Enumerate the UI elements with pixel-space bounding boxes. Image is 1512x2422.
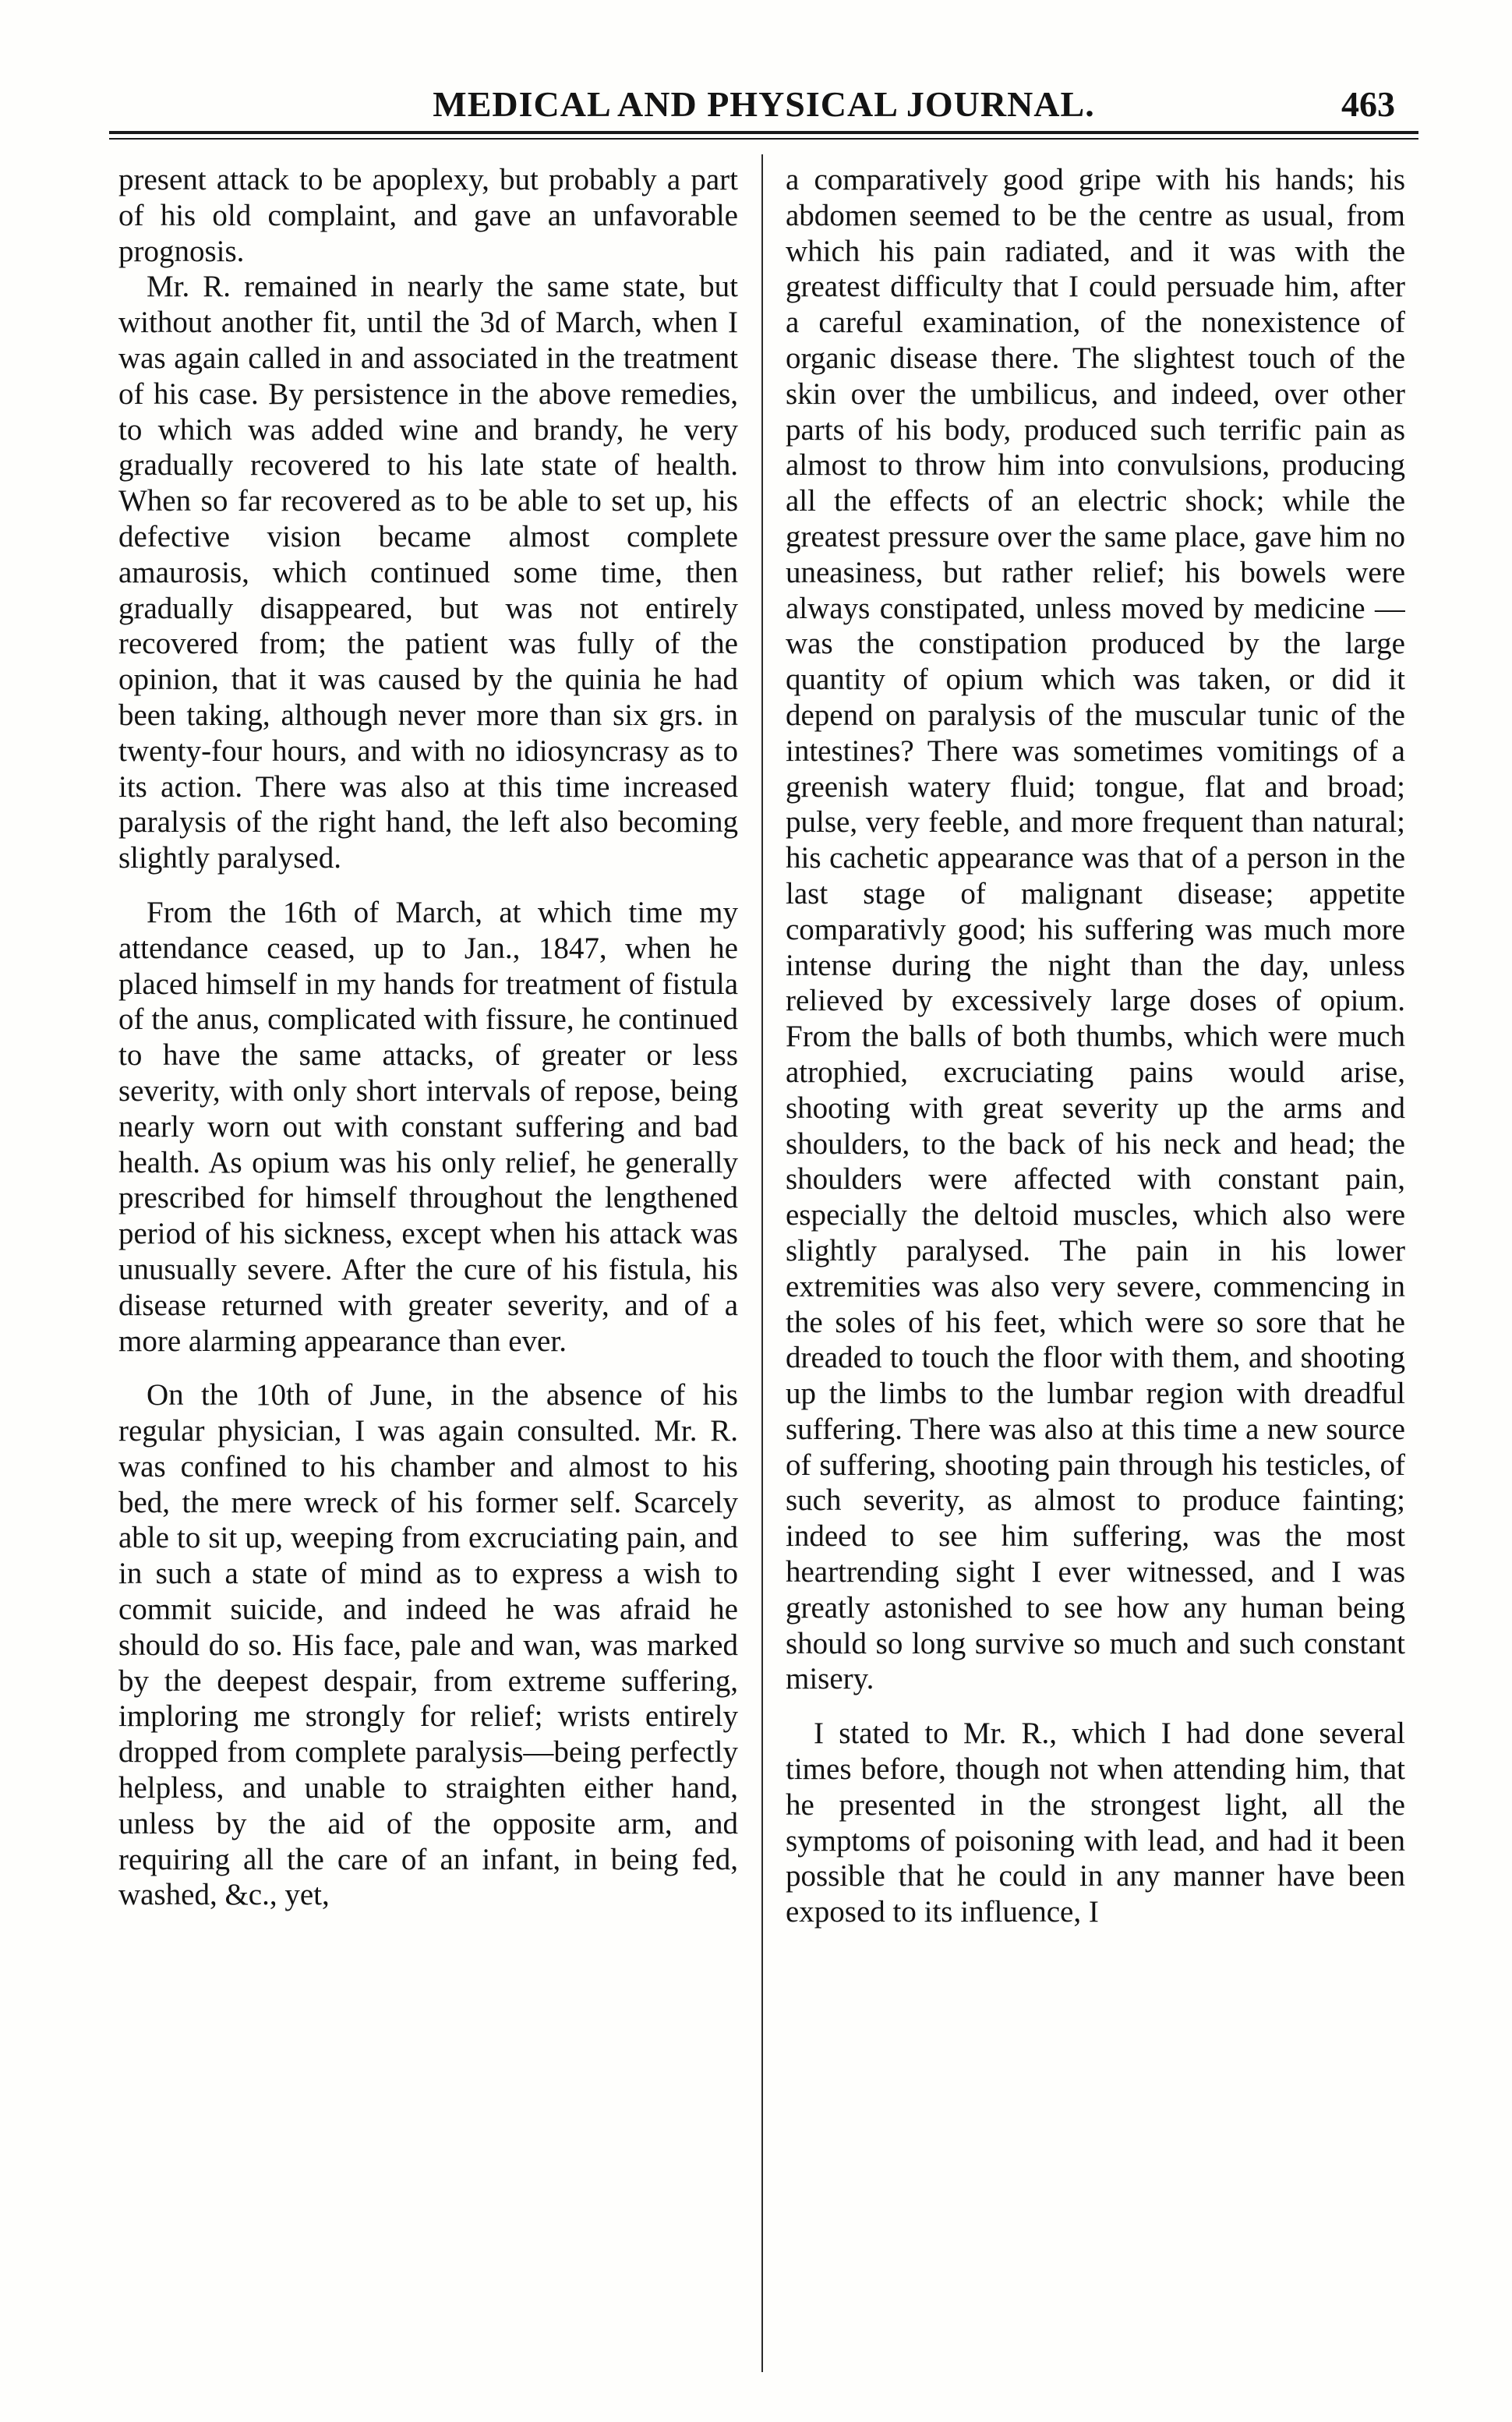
running-head <box>109 81 1418 128</box>
paragraph: From the 16th of March, at which time my attendance ceased, up to Jan., 1847, when he placed himself in my hands for treatment of fistula of the anus, complicated with fissure, he continued to have the same attacks, of greater or less severity, with only short intervals of repose, being nearly worn out with constant suffering and bad health. As opium was his only relief, he generally prescribed for himself throughout the lengthened period of his sickness, except when his attack was unusually severe. After the cure of his fistula, his disease returned with greater severity, and of a more alarming appearance than ever. <box>118 895 738 1358</box>
running-title: MEDICAL AND PHYSICAL JOURNAL. <box>433 84 1095 124</box>
header-rule-thick <box>109 131 1418 134</box>
header-rule-thin <box>109 138 1418 140</box>
paragraph: present attack to be apoplexy, but probably a part of his old complaint, and gave an unfavorable prognosis. <box>118 163 738 268</box>
page-number: 463 <box>1341 84 1395 124</box>
paragraph: Mr. R. remained in nearly the same state, but without another fit, until the 3d of March, when I was again called in and associated in the treatment of his case. By persistence in the above remedies, to which was added wine and brandy, he very gradually recovered to his late state of health. When so far recovered as to be able to set up, his defective vision became almost complete amaurosis, which continued some time, then gradually disappeared, but was not entirely recovered from; the patient was fully of the opinion, that it was caused by the quinia he had been taking, although never more than six grs. in twenty-four hours, and with no idiosyncrasy as to its action. There was also at this time increased paralysis of the right hand, the left also becoming slightly paralysed. <box>118 270 738 875</box>
paragraph: a comparatively good gripe with his hands; his abdomen seemed to be the centre as usual, from which his pain radiated, and it was with the greatest difficulty that I could persuade him, after a careful examination, of the nonexistence of organic disease there. The slightest touch of the skin over the umbilicus, and indeed, over other parts of his body, produced such terrific pain as almost to throw him into convulsions, producing all the effects of an electric shock; while the greatest pressure over the same place, gave him no uneasiness, but rather relief; his bowels were always constipated, unless moved by medicine —was the constipation produced by the large quantity of opium which was taken, or did it depend on paralysis of the muscular tunic of the intestines? There was sometimes vomitings of a greenish watery fluid; tongue, flat and broad; pulse, very feeble, and more frequent than natural; his cachetic appearance was that of a person in the last stage of malignant disease; appetite comparativly good; his suffering was much more intense during the night than the day, unless relieved by excessively large doses of opium. From the balls of both thumbs, which were much atrophied, excruciating pains would arise, shooting with great severity up the arms and shoulders, to the back of his neck and head; the shoulders were affected with constant pain, especially the deltoid muscles, which also were slightly paralysed. The pain in his lower extremities was also very severe, commencing in the soles of his feet, which were so sore that he dreaded to touch the floor with them, and shooting up the limbs to the lumbar region with dreadful suffering. There was also at this time a new source of suffering, shooting pain through his testicles, of such severity, as almost to produce fainting; indeed to see him suffering, was the most heartrending sight I ever witnessed, and I was greatly astonished to see how any human being should so long survive so much and such constant misery. <box>786 163 1405 1696</box>
left-column <box>118 162 738 2376</box>
paragraph: I stated to Mr. R., which I had done several times before, though not when attending him, that he presented in the strongest light, all the symptoms of poisoning with lead, and had it been possible that he could in any manner have been exposed to its influence, I <box>786 1717 1405 1929</box>
paragraph: On the 10th of June, in the absence of his regular physician, I was again consulted. Mr. R. was confined to his chamber and almost to his bed, the mere wreck of his former self. Scarcely able to sit up, weeping from excruciating pain, and in such a state of mind as to express a wish to commit suicide, and indeed he was afraid he should do so. His face, pale and wan, was marked by the deepest despair, from extreme suffering, imploring me strongly for relief; wrists entirely dropped from complete paralysis—being perfectly helpless, and unable to straighten either hand, unless by the aid of the opposite arm, and requiring all the care of an infant, in being fed, washed, &c., yet, <box>118 1378 738 1912</box>
column-divider <box>761 154 763 2372</box>
right-column <box>786 162 1405 2376</box>
